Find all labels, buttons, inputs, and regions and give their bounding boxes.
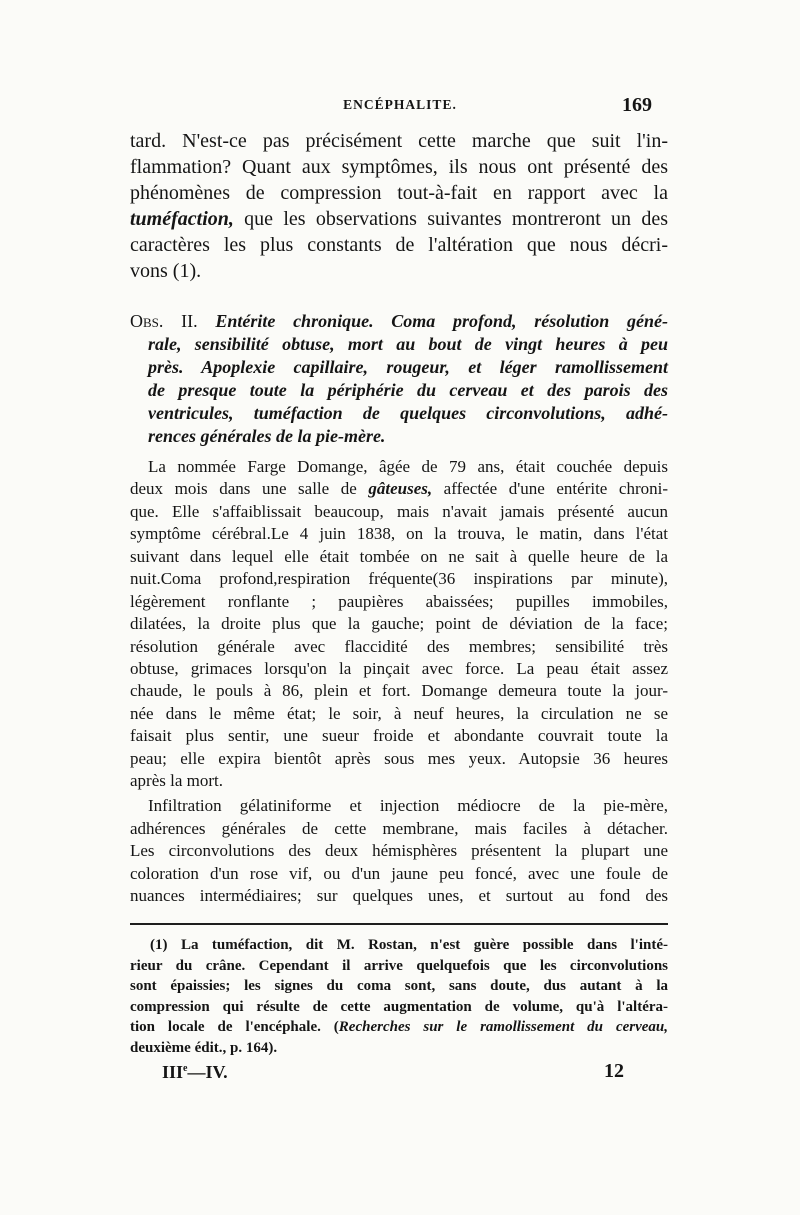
- text-line: légèrement ronflante ; paupières abaissées; pupilles immobiles,: [130, 591, 668, 611]
- volume-signature: [162, 1061, 228, 1083]
- text-line: symptôme cérébral.Le 4 juin 1838, on la trouva, le matin, dans l'état: [130, 524, 668, 544]
- text-line: après la mort.: [130, 771, 223, 791]
- footnote-line: (1) La tuméfaction, dit M. Rostan, n'est guère possible dans l'inté-: [150, 937, 668, 953]
- text-line: Les circonvolutions des deux hémisphères présentent la plupart une: [130, 841, 668, 860]
- text-line: flammation? Quant aux symptômes, ils nous ont présenté des: [130, 156, 668, 178]
- volume-numeral: III: [162, 1062, 184, 1082]
- text-line: caractères les plus constants de l'altération que nous décri-: [130, 234, 668, 256]
- volume-superscript: e: [183, 1063, 188, 1074]
- text-line: de presque toute la périphérie du cerveau et des parois des: [148, 380, 668, 400]
- text-line: [130, 478, 668, 500]
- text-line: phénomènes de compression tout-à-fait en rapport avec la: [130, 182, 668, 204]
- text-line: rences générales de la pie-mère.: [148, 426, 386, 446]
- text-line: nuit.Coma profond,respiration fréquente(36 inspirations par minute),: [130, 569, 668, 589]
- text-line: rale, sensibilité obtuse, mort au bout de vingt heures à peu: [148, 334, 668, 354]
- text-line: près. Apoplexie capillaire, rougeur, et léger ramollissement: [148, 357, 668, 377]
- emphasis-text: tuméfaction,: [130, 208, 234, 230]
- text-line: que. Elle s'affaiblissait beaucoup, mais n'avait jamais présenté aucun: [130, 501, 668, 521]
- observation-heading: [130, 310, 668, 448]
- text-line: tard. N'est-ce pas précisément cette marche que suit l'in-: [130, 130, 668, 152]
- text-line: La nommée Farge Domange, âgée de 79 ans, était couchée depuis: [148, 457, 668, 476]
- text-line: chaude, le pouls à 86, plein et fort. Domange demeura toute la jour-: [130, 681, 668, 701]
- observation-number: II.: [163, 311, 216, 331]
- citation-title: Recherches sur le ramollissement du cerveau,: [338, 1019, 668, 1036]
- text-span: que les observations suivantes montreront un des: [233, 208, 668, 230]
- emphasis-text: gâteuses,: [368, 479, 433, 499]
- text-line: faisait plus sentir, une sueur froide et abondante couvrait toute la: [130, 726, 668, 746]
- text-line: résolution générale avec flaccidité des membres; sensibilité très: [130, 636, 668, 656]
- observation-label: Obs.: [130, 311, 164, 331]
- text-line: [130, 310, 668, 333]
- text-line: coloration d'un rose vif, ou d'un jaune peu foncé, avec une foule de: [130, 863, 668, 883]
- emphasis-text: Entérite chronique. Coma profond, résolution géné-: [215, 311, 668, 331]
- text-line: née dans le même état; le soir, à neuf heures, la circulation ne se: [130, 703, 668, 723]
- text-line: obtuse, grimaces lorsqu'on la pinçait avec force. La peau était assez: [130, 658, 668, 678]
- page-number: 169: [622, 94, 652, 116]
- text-line: adhérences générales de cette membrane, mais faciles à détacher.: [130, 818, 668, 838]
- text-line: peau; elle expira bientôt après sous mes yeux. Autopsie 36 heures: [130, 748, 668, 768]
- text-line: [130, 206, 668, 232]
- text-line: vons (1).: [130, 260, 202, 282]
- footnote-line: compression qui résulte de cette augmentation de volume, qu'à l'altéra-: [130, 998, 668, 1015]
- text-span: affectée d'une entérite chroni-: [432, 479, 668, 499]
- sheet-number: 12: [604, 1060, 624, 1082]
- footnote-line: sont épaissies; les signes du coma sont, sans doute, dus autant à la: [130, 978, 668, 995]
- text-line: suivant dans lequel elle était tombée on ne sait à quelle heure de la: [130, 546, 668, 566]
- text-line: nuances intermédiaires; sur quelques unes, et surtout au fond des: [130, 886, 668, 905]
- text-line: dilatées, la droite plus que la gauche; point de déviation de la face;: [130, 614, 668, 634]
- footnote-rule: [130, 923, 668, 925]
- case-paragraph: [130, 456, 668, 793]
- running-head-title: ENCÉPHALITE.: [343, 97, 457, 112]
- autopsy-paragraph: [130, 795, 668, 908]
- text-span: tion locale de l'encéphale. (: [130, 1019, 339, 1036]
- text-line: Infiltration gélatiniforme et injection médiocre de la pie-mère,: [148, 796, 668, 815]
- footnote-line: deuxième édit., p. 164).: [130, 1039, 278, 1056]
- footnote: [130, 935, 668, 1059]
- intro-paragraph: [130, 128, 668, 284]
- text-line: ventricules, tuméfaction de quelques circonvolutions, adhé-: [148, 403, 668, 423]
- text-span: deux mois dans une salle de: [130, 479, 369, 499]
- footnote-line: rieur du crâne. Cependant il arrive quelquefois que les circonvolutions: [130, 957, 668, 974]
- volume-rest: —IV.: [187, 1062, 228, 1082]
- footnote-line: [130, 1017, 668, 1038]
